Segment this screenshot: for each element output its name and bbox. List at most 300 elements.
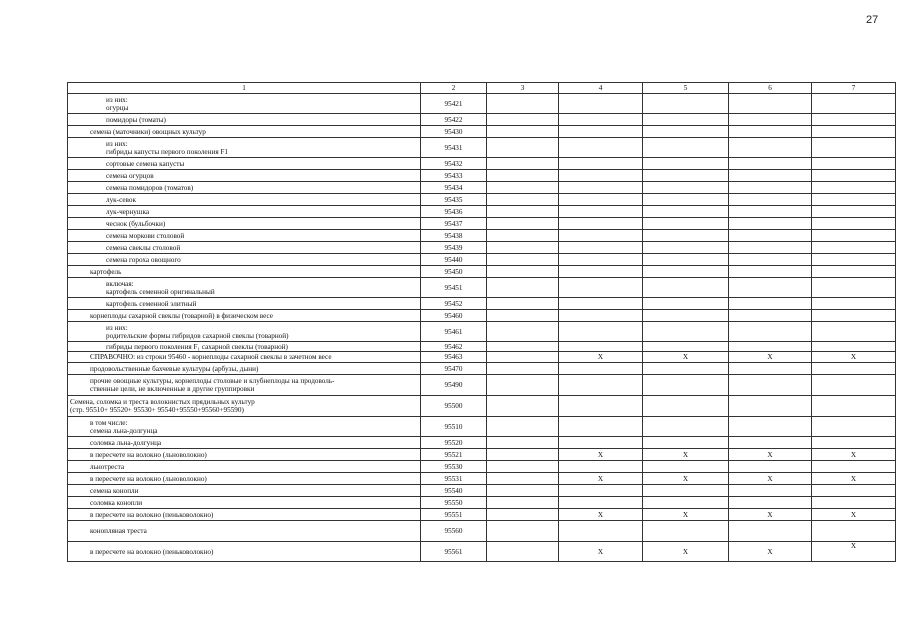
value-cell-col4[interactable] (559, 206, 643, 218)
table-row (68, 497, 896, 509)
value-cell-col3[interactable] (487, 497, 559, 509)
row-label (68, 94, 421, 114)
value-cell-col3[interactable] (487, 363, 559, 375)
row-label (68, 242, 421, 254)
value-cell-col4[interactable] (559, 230, 643, 242)
table-row (68, 278, 896, 298)
row-code: 95450 (421, 266, 487, 278)
row-label-line: продовольственные бахчевые культуры (арбузы, дыни) (90, 364, 259, 373)
row-label (68, 417, 421, 437)
value-cell-col3[interactable] (487, 542, 559, 562)
value-cell-col4[interactable] (559, 158, 643, 170)
row-label-line: чеснок (бульбочки) (106, 219, 166, 228)
row-label-line: картофель семенной элитный (106, 299, 197, 308)
value-cell-col7[interactable] (812, 126, 896, 138)
row-code: 95550 (421, 497, 487, 509)
row-code: 95560 (421, 521, 487, 542)
row-label-line: картофель семенной оригинальный (106, 287, 215, 296)
row-code: 95435 (421, 194, 487, 206)
table-row (68, 206, 896, 218)
table-row (68, 254, 896, 266)
row-label-line: семена (маточники) овощных культур (90, 127, 206, 136)
row-code: 95551 (421, 509, 487, 521)
row-code: 95462 (421, 342, 487, 352)
value-cell-col6[interactable] (729, 218, 812, 230)
row-label-line: лук-чернушка (106, 207, 150, 216)
table-row (68, 352, 896, 363)
row-label (68, 298, 421, 310)
value-cell-col3[interactable] (487, 310, 559, 322)
value-cell-col7[interactable] (812, 363, 896, 375)
value-cell-col6[interactable] (729, 254, 812, 266)
value-cell-col5[interactable] (643, 158, 729, 170)
row-label-line: гибриды первого поколения F₁ сахарной свеклы (товарной) (106, 342, 288, 351)
row-label-line: корнеплоды сахарной свеклы (товарной) в физическом весе (90, 311, 273, 320)
value-cell-col3[interactable] (487, 461, 559, 473)
value-cell-col4: X (559, 352, 643, 363)
value-cell-col5[interactable] (643, 194, 729, 206)
value-cell-col5[interactable] (643, 461, 729, 473)
value-cell-col3[interactable] (487, 206, 559, 218)
row-code: 95434 (421, 182, 487, 194)
value-cell-col5[interactable] (643, 182, 729, 194)
value-cell-col4: X (559, 509, 643, 521)
value-cell-col7[interactable] (812, 242, 896, 254)
value-cell-col5[interactable] (643, 94, 729, 114)
row-label-line: в том числе: (90, 418, 128, 427)
value-cell-col5[interactable] (643, 485, 729, 497)
value-cell-col3[interactable] (487, 298, 559, 310)
value-cell-col4[interactable] (559, 310, 643, 322)
column-header: 1 (68, 83, 421, 94)
row-code: 95436 (421, 206, 487, 218)
value-cell-col7[interactable] (812, 461, 896, 473)
value-cell-col4[interactable] (559, 485, 643, 497)
value-cell-col5[interactable] (643, 437, 729, 449)
value-cell-col7: X (812, 509, 896, 521)
value-cell-col6[interactable] (729, 342, 812, 352)
value-cell-col3[interactable] (487, 437, 559, 449)
table-row (68, 542, 896, 562)
table-row (68, 182, 896, 194)
value-cell-col7[interactable] (812, 218, 896, 230)
row-code: 95433 (421, 170, 487, 182)
row-label-line: из них: (106, 323, 128, 332)
value-cell-col5[interactable] (643, 278, 729, 298)
value-cell-col4: X (559, 473, 643, 485)
row-label-line: из них: (106, 139, 128, 148)
value-cell-col7[interactable] (812, 170, 896, 182)
value-cell-col7[interactable] (812, 437, 896, 449)
table-body (68, 94, 896, 562)
row-code: 95561 (421, 542, 487, 562)
value-cell-col5[interactable] (643, 266, 729, 278)
column-header: 4 (559, 83, 643, 94)
value-cell-col7[interactable] (812, 230, 896, 242)
row-code: 95540 (421, 485, 487, 497)
value-cell-col3[interactable] (487, 485, 559, 497)
row-label-line: соломка льна-долгунца (90, 438, 162, 447)
value-cell-col6[interactable] (729, 375, 812, 396)
value-cell-col5[interactable] (643, 138, 729, 158)
value-cell-col6[interactable] (729, 310, 812, 322)
value-cell-col4[interactable] (559, 138, 643, 158)
column-header: 7 (812, 83, 896, 94)
value-cell-col6[interactable] (729, 322, 812, 342)
row-code: 95531 (421, 473, 487, 485)
value-cell-col7[interactable] (812, 266, 896, 278)
row-label (68, 194, 421, 206)
column-header: 3 (487, 83, 559, 94)
value-cell-col7[interactable] (812, 194, 896, 206)
value-cell-col5[interactable] (643, 417, 729, 437)
row-code: 95463 (421, 352, 487, 363)
value-cell-col4[interactable] (559, 218, 643, 230)
table-row (68, 94, 896, 114)
table-row (68, 437, 896, 449)
row-label-line: включая: (106, 279, 134, 288)
value-cell-col3[interactable] (487, 218, 559, 230)
value-cell-col6[interactable] (729, 194, 812, 206)
table-row (68, 342, 896, 352)
row-label (68, 278, 421, 298)
row-label (68, 449, 421, 461)
row-label (68, 473, 421, 485)
value-cell-col4[interactable] (559, 170, 643, 182)
value-cell-col5[interactable] (643, 342, 729, 352)
value-cell-col5[interactable] (643, 230, 729, 242)
value-cell-col6[interactable] (729, 94, 812, 114)
row-code: 95520 (421, 437, 487, 449)
value-cell-col6[interactable] (729, 242, 812, 254)
value-cell-col7[interactable] (812, 158, 896, 170)
table-row (68, 461, 896, 473)
value-cell-col3[interactable] (487, 194, 559, 206)
value-cell-col5: X (643, 542, 729, 562)
row-label (68, 352, 421, 363)
value-cell-col3[interactable] (487, 521, 559, 542)
value-cell-col3[interactable] (487, 230, 559, 242)
value-cell-col6: X (729, 473, 812, 485)
value-cell-col6[interactable] (729, 363, 812, 375)
value-cell-col4[interactable] (559, 254, 643, 266)
value-cell-col4[interactable] (559, 242, 643, 254)
value-cell-col7[interactable] (812, 521, 896, 542)
value-cell-col3[interactable] (487, 170, 559, 182)
value-cell-col3[interactable] (487, 509, 559, 521)
value-cell-col4[interactable] (559, 114, 643, 126)
row-label-line: прочие овощные культуры, корнеплоды столовые и клубнеплоды на продоволь- (90, 377, 335, 385)
value-cell-col7[interactable] (812, 310, 896, 322)
value-cell-col5: X (643, 473, 729, 485)
value-cell-col6[interactable] (729, 266, 812, 278)
row-label (68, 218, 421, 230)
column-number-row (68, 83, 896, 94)
value-cell-col4[interactable] (559, 126, 643, 138)
value-cell-col6[interactable] (729, 206, 812, 218)
row-label-line: семена гороха овощного (106, 255, 181, 264)
table-row (68, 509, 896, 521)
table-row (68, 194, 896, 206)
value-cell-col4[interactable] (559, 94, 643, 114)
value-cell-col3[interactable] (487, 114, 559, 126)
row-code: 95437 (421, 218, 487, 230)
row-code: 95431 (421, 138, 487, 158)
row-label (68, 485, 421, 497)
value-cell-col7[interactable] (812, 497, 896, 509)
table-row (68, 310, 896, 322)
value-cell-col3[interactable] (487, 254, 559, 266)
value-cell-col3[interactable] (487, 473, 559, 485)
row-label (68, 266, 421, 278)
value-cell-col4[interactable] (559, 396, 643, 417)
value-cell-col6[interactable] (729, 521, 812, 542)
value-cell-col5: X (643, 449, 729, 461)
table-row (68, 417, 896, 437)
row-label (68, 363, 421, 375)
value-cell-col6[interactable] (729, 437, 812, 449)
value-cell-col7[interactable] (812, 94, 896, 114)
row-code: 95452 (421, 298, 487, 310)
value-cell-col7: X (812, 352, 896, 363)
row-label (68, 310, 421, 322)
row-label (68, 230, 421, 242)
value-cell-col6[interactable] (729, 138, 812, 158)
value-cell-col6[interactable] (729, 485, 812, 497)
row-label (68, 126, 421, 138)
row-label-line: в пересчете на волокно (пеньковолокно) (90, 547, 214, 556)
table-row (68, 138, 896, 158)
row-label (68, 497, 421, 509)
value-cell-col7[interactable] (812, 138, 896, 158)
value-cell-col4[interactable] (559, 437, 643, 449)
row-code: 95430 (421, 126, 487, 138)
value-cell-col7[interactable] (812, 375, 896, 396)
value-cell-col7[interactable] (812, 485, 896, 497)
value-cell-col6[interactable] (729, 461, 812, 473)
value-cell-col5[interactable] (643, 170, 729, 182)
value-cell-col7: X (812, 473, 896, 485)
value-cell-col3[interactable] (487, 158, 559, 170)
value-cell-col6[interactable] (729, 114, 812, 126)
row-label-line: семена свеклы столовой (106, 243, 181, 252)
value-cell-col7[interactable] (812, 417, 896, 437)
value-cell-col3[interactable] (487, 396, 559, 417)
value-cell-col6[interactable] (729, 396, 812, 417)
row-code: 95500 (421, 396, 487, 417)
value-cell-col3[interactable] (487, 352, 559, 363)
value-cell-col5[interactable] (643, 114, 729, 126)
value-cell-col4[interactable] (559, 342, 643, 352)
value-cell-col3[interactable] (487, 242, 559, 254)
value-cell-col5[interactable] (643, 254, 729, 266)
row-label-line: родительские формы гибридов сахарной свеклы (товарной) (106, 331, 289, 340)
row-label-line: в пересчете на волокно (льноволокно) (90, 450, 207, 459)
value-cell-col4[interactable] (559, 278, 643, 298)
row-label (68, 521, 421, 542)
column-header: 5 (643, 83, 729, 94)
value-cell-col4[interactable] (559, 322, 643, 342)
value-cell-col7[interactable] (812, 278, 896, 298)
value-cell-col7[interactable] (812, 342, 896, 352)
value-cell-col5[interactable] (643, 363, 729, 375)
value-cell-col6[interactable] (729, 126, 812, 138)
row-label-line: картофель (90, 267, 122, 276)
table-row (68, 242, 896, 254)
value-cell-col5[interactable] (643, 242, 729, 254)
table-row (68, 170, 896, 182)
value-cell-col3[interactable] (487, 449, 559, 461)
row-label (68, 437, 421, 449)
table-row (68, 218, 896, 230)
value-cell-col3[interactable] (487, 126, 559, 138)
value-cell-col3[interactable] (487, 138, 559, 158)
value-cell-col3[interactable] (487, 322, 559, 342)
value-cell-col3[interactable] (487, 375, 559, 396)
value-cell-col4[interactable] (559, 194, 643, 206)
row-label (68, 396, 421, 417)
row-code: 95440 (421, 254, 487, 266)
value-cell-col7[interactable] (812, 322, 896, 342)
value-cell-col5[interactable] (643, 322, 729, 342)
value-cell-col4[interactable] (559, 182, 643, 194)
column-header: 2 (421, 83, 487, 94)
row-label (68, 509, 421, 521)
row-code: 95461 (421, 322, 487, 342)
value-cell-col7[interactable] (812, 298, 896, 310)
value-cell-col6[interactable] (729, 230, 812, 242)
value-cell-col3[interactable] (487, 278, 559, 298)
row-label-line: ственные цели, не включенные в другие группировки (90, 385, 255, 393)
table-row (68, 298, 896, 310)
row-code: 95451 (421, 278, 487, 298)
row-code: 95510 (421, 417, 487, 437)
table-row (68, 230, 896, 242)
value-cell-col5[interactable] (643, 206, 729, 218)
row-label (68, 182, 421, 194)
value-cell-col4: X (559, 542, 643, 562)
row-label-line: из них: (106, 95, 128, 104)
value-cell-col6: X (729, 449, 812, 461)
value-cell-col5[interactable] (643, 521, 729, 542)
value-cell-col6[interactable] (729, 497, 812, 509)
row-label-line: помидоры (томаты) (106, 115, 166, 124)
value-cell-col4[interactable] (559, 461, 643, 473)
row-label-line: огурцы (106, 103, 129, 112)
table-row (68, 126, 896, 138)
row-label (68, 342, 421, 352)
value-cell-col7[interactable] (812, 254, 896, 266)
row-label-line: конопляная треста (90, 527, 147, 535)
row-label (68, 254, 421, 266)
row-label-line: в пересчете на волокно (льноволокно) (90, 474, 207, 483)
row-label-line: в пересчете на волокно (пеньковолокно) (90, 510, 214, 519)
data-table (67, 82, 896, 562)
value-cell-col6[interactable] (729, 158, 812, 170)
row-code: 95422 (421, 114, 487, 126)
value-cell-col3[interactable] (487, 417, 559, 437)
row-label (68, 158, 421, 170)
value-cell-col3[interactable] (487, 182, 559, 194)
row-code: 95470 (421, 363, 487, 375)
row-label (68, 138, 421, 158)
row-label (68, 206, 421, 218)
row-label (68, 375, 421, 396)
row-label-line: Семена, соломка и треста волокнистых прядильных культур (70, 398, 255, 406)
value-cell-col7: X (812, 449, 896, 461)
table-row (68, 322, 896, 342)
value-cell-col3[interactable] (487, 94, 559, 114)
value-cell-col6[interactable] (729, 417, 812, 437)
value-cell-col7[interactable] (812, 396, 896, 417)
table-row (68, 114, 896, 126)
row-code: 95432 (421, 158, 487, 170)
value-cell-col6: X (729, 509, 812, 521)
table-row (68, 396, 896, 417)
row-code: 95438 (421, 230, 487, 242)
value-cell-col4[interactable] (559, 417, 643, 437)
value-cell-col6[interactable] (729, 182, 812, 194)
row-code: 95490 (421, 375, 487, 396)
table-row (68, 375, 896, 396)
table-row (68, 363, 896, 375)
row-label-line: семена льна-долгунца (90, 426, 158, 435)
table-row (68, 473, 896, 485)
table-row (68, 485, 896, 497)
value-cell-col4[interactable] (559, 375, 643, 396)
value-cell-col3[interactable] (487, 266, 559, 278)
value-cell-col7[interactable] (812, 206, 896, 218)
page-number: 27 (866, 14, 879, 26)
value-cell-col7[interactable] (812, 114, 896, 126)
value-cell-col5[interactable] (643, 375, 729, 396)
value-cell-col4[interactable] (559, 497, 643, 509)
column-header: 6 (729, 83, 812, 94)
row-code: 95460 (421, 310, 487, 322)
value-cell-col5[interactable] (643, 298, 729, 310)
value-cell-col5[interactable] (643, 310, 729, 322)
row-code: 95439 (421, 242, 487, 254)
value-cell-col6[interactable] (729, 170, 812, 182)
value-cell-col7: X (812, 542, 896, 562)
row-label-line: семена конопли (90, 486, 139, 495)
value-cell-col6[interactable] (729, 278, 812, 298)
value-cell-col5[interactable] (643, 396, 729, 417)
row-label-line: семена огурцов (106, 171, 154, 180)
value-cell-col3[interactable] (487, 342, 559, 352)
row-code: 95421 (421, 94, 487, 114)
value-cell-col5[interactable] (643, 497, 729, 509)
value-cell-col4[interactable] (559, 298, 643, 310)
value-cell-col6: X (729, 352, 812, 363)
table-row (68, 521, 896, 542)
row-label (68, 542, 421, 562)
value-cell-col5[interactable] (643, 126, 729, 138)
row-label (68, 322, 421, 342)
value-cell-col4[interactable] (559, 266, 643, 278)
row-code: 95521 (421, 449, 487, 461)
value-cell-col6[interactable] (729, 298, 812, 310)
row-label (68, 114, 421, 126)
row-label-line: льнотреста (90, 462, 125, 471)
value-cell-col5[interactable] (643, 218, 729, 230)
value-cell-col4: X (559, 449, 643, 461)
value-cell-col4[interactable] (559, 363, 643, 375)
row-label-line: семена помидоров (томатов) (106, 183, 194, 192)
row-label-line: сортовые семена капусты (106, 159, 185, 168)
value-cell-col7[interactable] (812, 182, 896, 194)
value-cell-col4[interactable] (559, 521, 643, 542)
